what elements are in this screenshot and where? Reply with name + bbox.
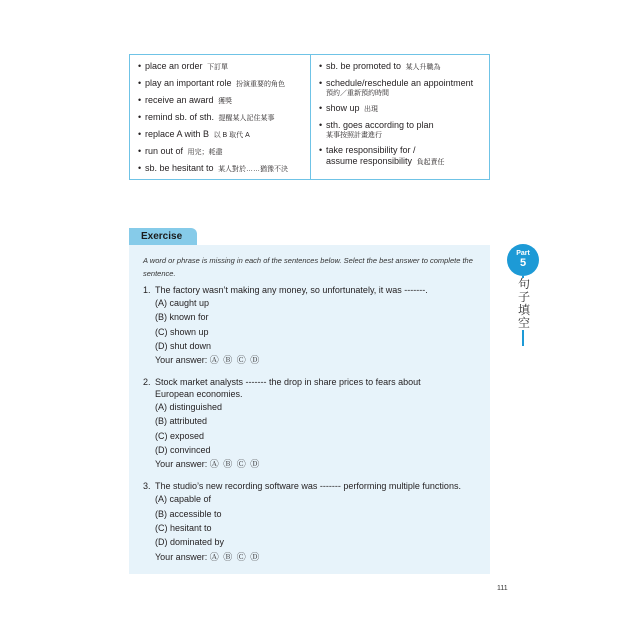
page-number: 111 bbox=[497, 585, 508, 592]
instructions: A word or phrase is missing in each of the sentences below. Select the best answer to complete the sentence. bbox=[143, 256, 473, 278]
bullet-icon: • bbox=[138, 146, 142, 156]
option-b: (B) attributed bbox=[155, 416, 208, 427]
option-b: (B) accessible to bbox=[155, 508, 222, 519]
bullet-icon: • bbox=[319, 145, 323, 155]
vocab-item: • replace A with B 以 B 取代 A bbox=[138, 129, 250, 139]
vocab-item: • remind sb. of sth. 提醒某人記住某事 bbox=[138, 112, 275, 122]
bullet-icon: • bbox=[138, 129, 142, 139]
question-2 bbox=[143, 376, 480, 471]
option-d: (D) dominated by bbox=[155, 537, 225, 548]
bullet-icon: • bbox=[138, 163, 142, 173]
vocabulary-box bbox=[129, 54, 490, 180]
answer-bubbles[interactable]: Ⓐ Ⓑ Ⓒ Ⓓ bbox=[209, 459, 261, 470]
vocab-column-left bbox=[130, 55, 311, 179]
option-c: (C) hesitant to bbox=[155, 522, 212, 533]
answer-line: Your answer: Ⓐ Ⓑ Ⓒ Ⓓ bbox=[155, 551, 261, 562]
answer-bubbles[interactable]: Ⓐ Ⓑ Ⓒ Ⓓ bbox=[209, 355, 261, 366]
question-text-continued: European economies. bbox=[155, 389, 243, 400]
option-d: (D) convinced bbox=[155, 445, 211, 456]
vocab-item: • sb. be hesitant to 某人對於……猶豫不決 bbox=[138, 163, 289, 173]
question-number: 2. bbox=[143, 377, 151, 388]
vocab-item: • schedule/reschedule an appointment 預約／重新預約時間 bbox=[319, 78, 474, 97]
option-a: (A) capable of bbox=[155, 494, 212, 505]
vocab-item: • receive an award 獲獎 bbox=[138, 95, 233, 105]
part-title-chinese: 句子填空 bbox=[517, 277, 530, 330]
option-c: (C) shown up bbox=[155, 326, 209, 337]
bullet-icon: • bbox=[319, 78, 323, 88]
bullet-icon: • bbox=[138, 95, 142, 105]
answer-line: Your answer: Ⓐ Ⓑ Ⓒ Ⓓ bbox=[155, 355, 261, 366]
option-c: (C) exposed bbox=[155, 430, 205, 441]
vocab-item: • sth. goes according to plan 某事按照計畫進行 bbox=[319, 120, 434, 139]
bullet-icon: • bbox=[319, 61, 323, 71]
option-a: (A) distinguished bbox=[155, 402, 223, 413]
option-a: (A) caught up bbox=[155, 298, 210, 308]
question-number: 3. bbox=[143, 481, 151, 492]
question-text: Stock market analysts ------- the drop in share prices to fears about bbox=[155, 377, 421, 388]
question-1 bbox=[143, 284, 480, 367]
answer-line: Your answer: Ⓐ Ⓑ Ⓒ Ⓓ bbox=[155, 459, 261, 470]
exercise-tab: Exercise bbox=[129, 228, 197, 245]
part-badge: Part 5 bbox=[507, 244, 539, 276]
bullet-icon: • bbox=[138, 112, 142, 122]
vocab-item: • play an important role 扮演重要的角色 bbox=[138, 78, 286, 88]
bullet-icon: • bbox=[319, 120, 323, 130]
vocab-column-right bbox=[311, 55, 489, 179]
bullet-icon: • bbox=[138, 78, 142, 88]
question-text: The studio’s new recording software was ------- performing multiple functions. bbox=[155, 481, 461, 492]
option-d: (D) shut down bbox=[155, 340, 212, 351]
bullet-icon: • bbox=[138, 61, 142, 71]
answer-bubbles[interactable]: Ⓐ Ⓑ Ⓒ Ⓓ bbox=[209, 551, 261, 562]
option-b: (B) known for bbox=[155, 312, 209, 323]
exercise-box bbox=[129, 245, 490, 574]
bullet-icon: • bbox=[319, 103, 323, 113]
vocab-item: • take responsibility for / assume responsibility 負起責任 bbox=[319, 145, 445, 166]
vocab-item: • run out of 用完；耗盡 bbox=[138, 146, 223, 156]
vocab-item: • sb. be promoted to 某人升職為 bbox=[319, 61, 441, 71]
vocab-item: • place an order 下訂單 bbox=[138, 61, 229, 71]
vocab-item: • show up 出現 bbox=[319, 103, 379, 113]
question-3 bbox=[143, 480, 480, 563]
question-text: The factory wasn’t making any money, so unfortunately, it was -------. bbox=[155, 285, 428, 295]
question-number: 1. bbox=[143, 285, 151, 295]
